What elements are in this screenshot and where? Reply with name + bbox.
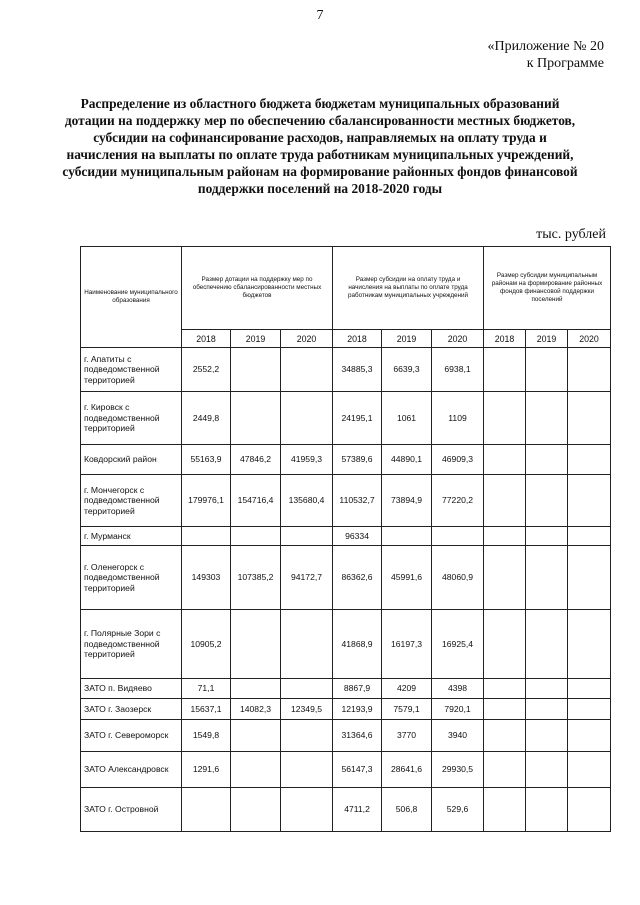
value-cell <box>281 720 333 752</box>
value-cell <box>484 679 526 699</box>
value-cell: 15637,1 <box>182 699 231 720</box>
value-cell: 8867,9 <box>333 679 382 699</box>
units-label: тыс. рублей <box>536 227 606 242</box>
value-cell: 48060,9 <box>432 546 484 610</box>
value-cell: 94172,7 <box>281 546 333 610</box>
value-cell: 529,6 <box>432 788 484 832</box>
value-cell <box>484 475 526 527</box>
value-cell <box>568 679 611 699</box>
value-cell: 57389,6 <box>333 445 382 475</box>
value-cell: 107385,2 <box>231 546 281 610</box>
value-cell <box>526 475 568 527</box>
value-cell <box>382 527 432 546</box>
value-cell: 6938,1 <box>432 348 484 392</box>
appendix-reference <box>488 38 605 72</box>
value-cell <box>231 720 281 752</box>
municipality-name: г. Кировск с подведомственной территорией <box>81 392 182 445</box>
value-cell: 45991,6 <box>382 546 432 610</box>
value-cell: 31364,6 <box>333 720 382 752</box>
value-cell <box>526 527 568 546</box>
appendix-line-2: к Программе <box>526 56 604 71</box>
value-cell: 149303 <box>182 546 231 610</box>
value-cell <box>568 720 611 752</box>
municipality-name: г. Полярные Зори с подведомственной территорией <box>81 610 182 679</box>
value-cell <box>281 679 333 699</box>
name-column-header: Наименование муниципального образования <box>81 247 182 348</box>
value-cell: 44890,1 <box>382 445 432 475</box>
value-cell <box>281 527 333 546</box>
year-header: 2018 <box>182 330 231 348</box>
value-cell <box>526 348 568 392</box>
value-cell <box>568 699 611 720</box>
group-header-subsidy-balance: Размер дотации на поддержку мер по обеспечению сбалансированности местных бюджетов <box>182 247 333 330</box>
value-cell: 71,1 <box>182 679 231 699</box>
page-number: 7 <box>316 8 324 23</box>
municipality-name: ЗАТО г. Островной <box>81 788 182 832</box>
value-cell: 179976,1 <box>182 475 231 527</box>
year-header: 2018 <box>484 330 526 348</box>
value-cell: 77220,2 <box>432 475 484 527</box>
table-row <box>81 699 611 720</box>
table-row <box>81 475 611 527</box>
municipality-name: г. Мурманск <box>81 527 182 546</box>
value-cell <box>526 445 568 475</box>
year-header: 2019 <box>526 330 568 348</box>
value-cell <box>231 527 281 546</box>
value-cell <box>568 752 611 788</box>
value-cell <box>231 752 281 788</box>
table-row <box>81 752 611 788</box>
value-cell: 6639,3 <box>382 348 432 392</box>
value-cell: 1549,8 <box>182 720 231 752</box>
value-cell <box>432 527 484 546</box>
value-cell <box>484 752 526 788</box>
value-cell: 2552,2 <box>182 348 231 392</box>
value-cell <box>526 392 568 445</box>
value-cell <box>568 610 611 679</box>
value-cell <box>484 392 526 445</box>
appendix-line-1: «Приложение № 20 <box>487 39 604 54</box>
value-cell <box>281 610 333 679</box>
group-header-subsidy-district-funds: Размер субсидии муниципальным районам на формирование районных фондов финансовой поддержки поселений <box>484 247 611 330</box>
value-cell: 41868,9 <box>333 610 382 679</box>
budget-table <box>80 246 611 832</box>
value-cell: 12193,9 <box>333 699 382 720</box>
value-cell <box>484 445 526 475</box>
value-cell <box>484 699 526 720</box>
document-title: Распределение из областного бюджета бюджетам муниципальных образований дотации на поддержку мер по обеспечению сбалансированности местных бюджетов, субсидии на софинансирование расходов, направляемых на оплату труда и начисления на выплаты по оплате труда работникам муниципальных учреждений, субсидии муниципальным районам на формирование районных фондов финансовой поддержки поселений на 2018-2020 годы <box>62 96 578 196</box>
table-row <box>81 788 611 832</box>
value-cell: 506,8 <box>382 788 432 832</box>
value-cell <box>484 788 526 832</box>
value-cell: 46909,3 <box>432 445 484 475</box>
value-cell: 10905,2 <box>182 610 231 679</box>
value-cell <box>484 720 526 752</box>
value-cell: 12349,5 <box>281 699 333 720</box>
year-header: 2019 <box>231 330 281 348</box>
value-cell: 73894,9 <box>382 475 432 527</box>
value-cell: 3940 <box>432 720 484 752</box>
year-header: 2019 <box>382 330 432 348</box>
municipality-name: Ковдорский район <box>81 445 182 475</box>
value-cell <box>231 610 281 679</box>
value-cell: 7579,1 <box>382 699 432 720</box>
value-cell: 1061 <box>382 392 432 445</box>
table-row <box>81 348 611 392</box>
value-cell <box>568 348 611 392</box>
value-cell: 14082,3 <box>231 699 281 720</box>
value-cell: 47846,2 <box>231 445 281 475</box>
group-header-subsidy-wages: Размер субсидии на оплату труда и начисления на выплаты по оплате труда работникам муниципальных учреждений <box>333 247 484 330</box>
table-row <box>81 610 611 679</box>
table-row <box>81 445 611 475</box>
municipality-name: ЗАТО г. Североморск <box>81 720 182 752</box>
value-cell <box>526 699 568 720</box>
table-row <box>81 720 611 752</box>
municipality-name: ЗАТО г. Заозерск <box>81 699 182 720</box>
value-cell <box>526 752 568 788</box>
year-header: 2020 <box>432 330 484 348</box>
value-cell <box>182 527 231 546</box>
value-cell: 1291,6 <box>182 752 231 788</box>
value-cell <box>281 788 333 832</box>
value-cell <box>231 788 281 832</box>
year-header: 2020 <box>281 330 333 348</box>
value-cell <box>526 679 568 699</box>
value-cell: 110532,7 <box>333 475 382 527</box>
value-cell <box>568 445 611 475</box>
value-cell <box>484 610 526 679</box>
value-cell <box>182 788 231 832</box>
municipality-name: г. Апатиты с подведомственной территорией <box>81 348 182 392</box>
value-cell: 41959,3 <box>281 445 333 475</box>
value-cell <box>568 788 611 832</box>
value-cell: 56147,3 <box>333 752 382 788</box>
value-cell <box>526 546 568 610</box>
value-cell: 86362,6 <box>333 546 382 610</box>
table-body <box>81 348 611 832</box>
value-cell: 34885,3 <box>333 348 382 392</box>
table-row <box>81 392 611 445</box>
value-cell <box>281 392 333 445</box>
value-cell <box>281 348 333 392</box>
value-cell: 7920,1 <box>432 699 484 720</box>
value-cell: 24195,1 <box>333 392 382 445</box>
value-cell: 154716,4 <box>231 475 281 527</box>
value-cell: 2449,8 <box>182 392 231 445</box>
value-cell <box>526 720 568 752</box>
value-cell <box>484 527 526 546</box>
value-cell: 1109 <box>432 392 484 445</box>
value-cell: 4711,2 <box>333 788 382 832</box>
value-cell: 29930,5 <box>432 752 484 788</box>
table-row <box>81 679 611 699</box>
value-cell: 96334 <box>333 527 382 546</box>
value-cell <box>526 788 568 832</box>
table-row <box>81 527 611 546</box>
municipality-name: ЗАТО п. Видяево <box>81 679 182 699</box>
value-cell <box>484 348 526 392</box>
municipality-name: г. Оленегорск с подведомственной территорией <box>81 546 182 610</box>
year-header: 2020 <box>568 330 611 348</box>
value-cell <box>568 475 611 527</box>
value-cell <box>568 546 611 610</box>
value-cell: 3770 <box>382 720 432 752</box>
municipality-name: г. Мончегорск с подведомственной территорией <box>81 475 182 527</box>
value-cell <box>568 527 611 546</box>
value-cell <box>568 392 611 445</box>
value-cell: 55163,9 <box>182 445 231 475</box>
value-cell: 16925,4 <box>432 610 484 679</box>
value-cell <box>231 392 281 445</box>
municipality-name: ЗАТО Александровск <box>81 752 182 788</box>
value-cell: 16197,3 <box>382 610 432 679</box>
value-cell: 4398 <box>432 679 484 699</box>
value-cell <box>526 610 568 679</box>
value-cell <box>231 348 281 392</box>
value-cell <box>281 752 333 788</box>
value-cell: 28641,6 <box>382 752 432 788</box>
value-cell: 135680,4 <box>281 475 333 527</box>
value-cell: 4209 <box>382 679 432 699</box>
year-header: 2018 <box>333 330 382 348</box>
value-cell <box>484 546 526 610</box>
table-row <box>81 546 611 610</box>
value-cell <box>231 679 281 699</box>
